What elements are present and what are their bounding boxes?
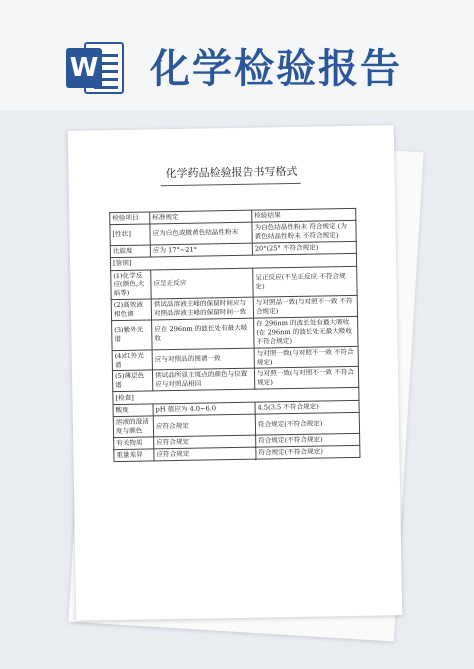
document-page	[68, 125, 403, 621]
table-cell: 与对照一致(与对照不一致 不符合规定)	[254, 346, 358, 369]
table-cell: (1)化学反应(颜色,火焰等)	[111, 270, 152, 300]
table-cell: [性状]	[110, 224, 150, 245]
table-body	[110, 220, 360, 461]
section-label: [鉴别]	[110, 253, 356, 270]
table-cell: 酸度	[113, 404, 153, 417]
table-cell: 应为白色或微黄色结晶性粉末	[150, 222, 252, 245]
table-cell: 供试品所显主斑点的颜色与位置应与对照品相同	[152, 369, 254, 392]
table-cell: 与对照一致(与对照不一致 不符合规定)	[254, 367, 358, 390]
header-cell: 检验项目	[110, 212, 150, 225]
header-banner	[0, 0, 474, 110]
table-cell: 应为 17°~21°	[150, 243, 252, 257]
table-cell: 供试品溶液主峰的保留时间应与对照品溶液主峰的保留时间一致	[151, 297, 253, 320]
section-label: [检查]	[113, 388, 359, 405]
table-cell: pH 值应为 4.0~6.0	[153, 402, 255, 416]
table-cell: 符合规定(不符合规定)	[255, 412, 359, 435]
table-cell: (5)薄层色谱	[112, 370, 152, 391]
table-cell: 应符合规定	[154, 447, 256, 461]
table-cell: 重量差异	[114, 449, 154, 462]
table-cell: 20°(25° 不符合规定)	[252, 241, 356, 255]
title-underline	[161, 183, 301, 186]
table-row	[111, 266, 357, 300]
page-title: 化学检验报告	[150, 46, 402, 92]
table-cell: 应符合规定	[154, 435, 256, 449]
word-logo-letter: W	[66, 48, 102, 88]
table-cell: (2)高效液相色谱	[111, 299, 151, 320]
table-cell: 应符合规定	[153, 414, 255, 437]
table-cell: 呈正反应(不呈正反应 不符合规定)	[253, 266, 358, 297]
table-cell: 与对照品一致(与对照不一致 不符合规定)	[253, 296, 357, 319]
table-cell: 应呈正反应	[151, 268, 254, 299]
document-title: 化学药品检验报告书写格式	[165, 164, 298, 181]
table-cell: 溶液的澄清度与颜色	[113, 416, 153, 437]
table-cell: 4.5(3.5 不符合规定)	[255, 401, 359, 415]
report-table	[109, 208, 360, 462]
header-cell: 标准规定	[150, 210, 252, 224]
table-cell: 符合规定(不符合规定)	[256, 445, 360, 459]
table-cell: (4)红外光谱	[112, 350, 152, 371]
table-cell: 符合规定(不符合规定)	[256, 433, 360, 447]
table-row	[112, 316, 358, 350]
header-cell: 检验结果	[252, 208, 356, 222]
table-cell: 在 296nm 的波长处有最大吸收(在 296nm 的波长处无最大吸收 不符合规定)	[254, 316, 359, 347]
table-cell: 为白色结晶性粉末 符合规定 (为黄色结晶性粉末 不符合规定)	[252, 220, 356, 243]
table-cell: 应与对照品的图谱一致	[152, 348, 254, 371]
table-cell: 比旋度	[110, 245, 150, 258]
table-cell: (3)紫外光谱	[112, 320, 153, 350]
table-cell: 有关物质	[114, 437, 154, 450]
table-cell: 应在 296nm 的波长处有最大吸收	[152, 318, 255, 349]
word-document-icon	[66, 40, 128, 96]
